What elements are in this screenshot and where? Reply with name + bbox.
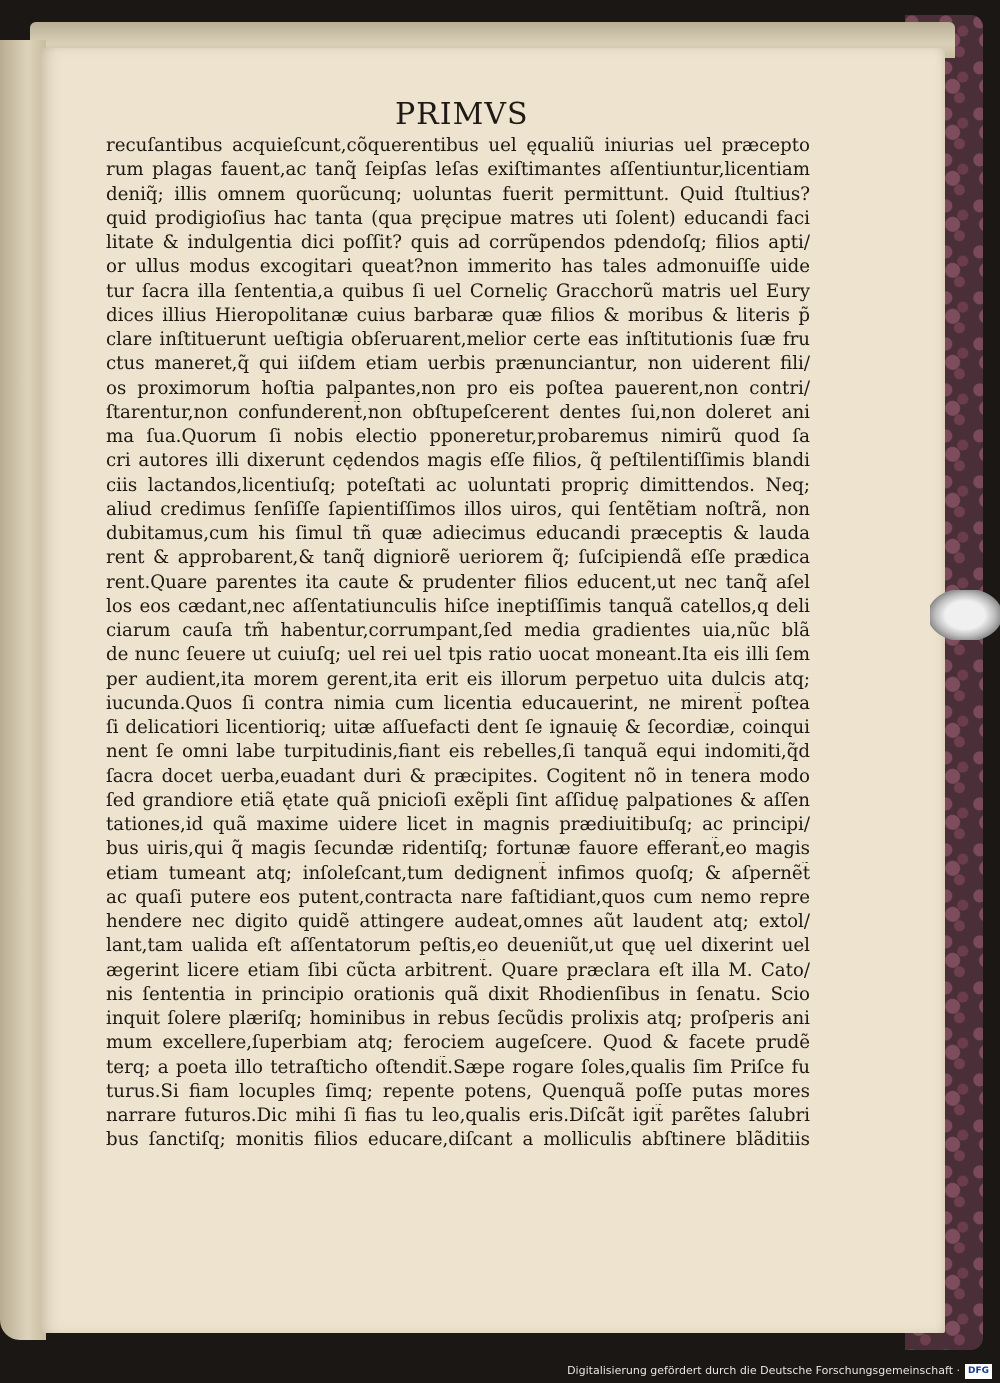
text-line: rent & approbarent,& tanq̃ digniorẽ ueriorem q̃; ſuſcipiendã eſſe prædica: [106, 547, 810, 569]
dfg-logo: DFG: [965, 1364, 992, 1379]
text-line: rum plagas fauent,ac tanq̃ ſeipſas leſas exiſtimantes aſſentiuntur,licentiam: [106, 159, 810, 181]
text-line: bus uiris,qui q̃ magis ſecundæ ridentiſq; fortunæ fauore efferant̃,eo magis: [106, 838, 810, 860]
text-line: aliud credimus ſenſiſſe ſapientiſſimos illos uiros, qui ſentẽtiam noſtrã, non: [106, 498, 810, 520]
text-line: inquit ſolere plæriſq; hominibus in rebus ſecũdis prolixis atq; proſperis ani: [106, 1008, 810, 1029]
text-line: nent ſe omni labe turpitudinis,fiant eis rebelles,ſi tanquã equi indomiti,q̃d: [106, 741, 810, 763]
text-line: ctus maneret,q̃ qui iiſdem etiam uerbis prænunciantur, non uiderent fili/: [106, 353, 810, 375]
text-line: ſed grandiore etiã ętate quã pnicioſi exẽpli ſint aſſiduę palpationes & aſſen: [106, 789, 810, 811]
text-line: lant,tam ualida eſt aſſentatorum peſtis,eo deueniũt,ut quę uel dixerint uel: [106, 935, 810, 957]
text-line: cri autores illi dixerunt cędendos magis eſſe filios, q̃ peſtilentiſſimis blandi: [106, 450, 810, 472]
text-line: de nunc ſeuere ut cuiuſq; uel rei uel tpis ratio uocat moneant.Ita eis illi ſem: [106, 644, 810, 666]
dfg-credit: Digitalisierung gefördert durch die Deutsche Forschungsgemeinschaft ·: [567, 1364, 960, 1377]
text-line: tationes,id quã maxime uidere licet in magnis prædiuitibuſq; ac principi/: [106, 814, 810, 835]
text-line: hendere nec digito quidẽ attingere audeat,omnes aũt laudent atq; extol/: [106, 911, 810, 932]
text-line: turus.Si fiam locuples ſimq; repente potens, Quenquã poſſe putas mores: [106, 1080, 810, 1102]
text-line: quid prodigioſius hac tanta (qua pręcipue matres uti ſolent) educandi faci: [106, 207, 810, 229]
text-line: tur ſacra illa ſententia,a quibus ſi uel Corneliç Gracchorũ matris uel Eury: [106, 280, 810, 302]
text-line: clare inſtituerunt ueſtigia obſeruarent,melior certe eas inſtitutionis ſuæ fru: [106, 329, 810, 350]
running-head: PRIMVS: [395, 97, 529, 132]
page-clip: [930, 590, 1000, 640]
text-line: recuſantibus acquieſcunt,cõquerentibus uel ęqualiũ iniurias uel præcepto: [106, 135, 810, 156]
text-line: terq; a poeta illo tetraſticho oſtendit̃.Sæpe rogare ſoles,qualis ſim Priſce fu: [106, 1056, 810, 1078]
text-line: deniq̃; illis omnem quorũcunq; uoluntas fuerit permittunt. Quid ſtultius?: [106, 183, 810, 205]
text-line: per audient,ita morem gerent,ita erit eis illorum perpetuo uita dulcis atq;: [106, 668, 810, 690]
text-line: rent.Quare parentes ita caute & prudenter filios educent,ut nec tanq̃ aſel: [106, 571, 810, 593]
text-line: ſi delicatiori licentioriq; uitæ aſſuefacti dent ſe ignauię & ſecordiæ, coinqui: [106, 717, 810, 738]
text-line: bus ſanctiſq; monitis filios educare,diſcant a molliculis abſtinere blãditiis: [106, 1129, 810, 1151]
text-line: ac quaſi putere eos putent,contracta nare faſtidiant,quos cum nemo repre: [106, 886, 810, 908]
text-line: dubitamus,cum his ſimul tñ quæ adiecimus educandi præceptis & lauda: [106, 523, 810, 544]
text-line: or ullus modus excogitari queat?non immerito has tales admonuiſſe uide: [106, 256, 810, 278]
text-line: ma ſua.Quorum ſi nobis electio pponeretur,probaremus nimirũ quod ſa: [106, 426, 810, 447]
text-line: ſacra docet uerba,euadant duri & præcipites. Cogitent nõ in tenera modo: [106, 765, 810, 787]
text-line: os proximorum hoſtia palpantes,non pro eis poſtea pauerent,non contri/: [106, 377, 810, 399]
text-line: narrare futuros.Dic mihi ſi fias tu leo,qualis eris.Diſcãt igit̃ parẽtes ſalubri: [106, 1105, 810, 1126]
text-line: ciarum cauſa tm̃ habentur,corrumpant,ſed media gradientes uia,nũc blã: [106, 620, 810, 641]
text-line: etiam tumeant atq; inſoleſcant,tum dedignent̃ infimos quoſq; & aſpernẽt̃: [106, 862, 810, 884]
text-line: ciis lactandos,licentiuſq; poteſtati ac uoluntati propriç dimittendos. Neq;: [106, 474, 810, 496]
text-line: mum excellere,ſuperbiam atq; ferociem augeſcere. Quod & facete prudẽ: [106, 1032, 810, 1054]
text-line: ſtarentur,non confunderent̃,non obſtupeſcerent dentes ſui,non doleret ani: [106, 401, 810, 423]
text-block: [106, 134, 810, 1153]
text-line: iucunda.Quos ſi contra nimia cum licentia educauerint, ne mirent̃ poſtea: [106, 692, 810, 714]
text-line: dices illius Hieropolitanæ cuius barbaræ quæ filios & moribus & literis p̃: [106, 304, 810, 326]
text-line: nis ſententia in principio orationis quã dixit Rhodienſibus in ſenatu. Scio: [106, 983, 810, 1005]
text-line: los eos cædant,nec aſſentatiunculis hiſce ineptiſſimis tanquã catellos,q deli: [106, 595, 810, 617]
text-line: litate & indulgentia dici poſſit? quis ad corrũpendos pdendoſq; filios apti/: [106, 232, 810, 253]
text-line: ægerint licere etiam ſibi cũcta arbitrent̃. Quare præclara eſt illa M. Cato/: [106, 959, 810, 981]
